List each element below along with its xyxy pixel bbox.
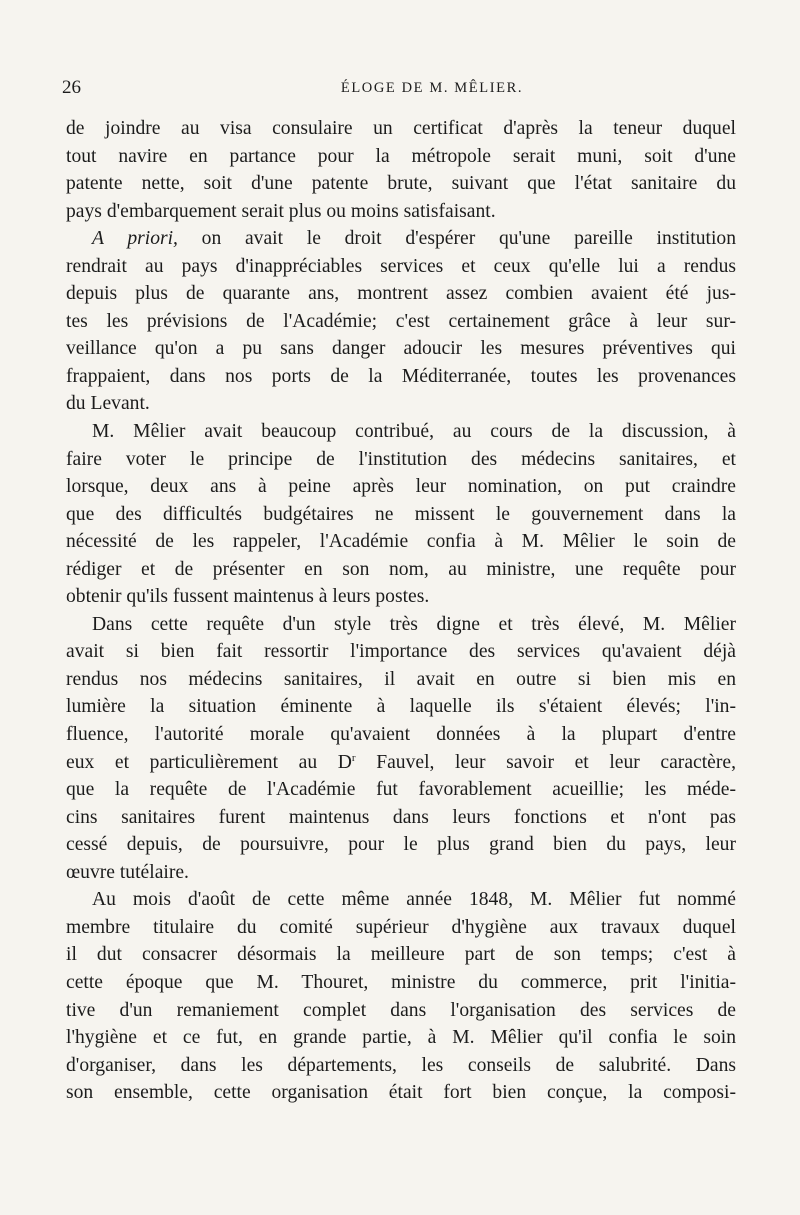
- body-text: [66, 115, 736, 1107]
- text-line: œuvre tutélaire.: [66, 861, 189, 883]
- text-line: [66, 749, 736, 777]
- text-line: d'organiser, dans les départements, les conseils de salubrité. Dans: [66, 1054, 736, 1076]
- text-line: Dans cette requête d'un style très digne et très élevé, M. Mêlier: [92, 613, 736, 635]
- text-line: depuis plus de quarante ans, montrent assez combien avaient été jus-: [66, 283, 736, 305]
- text-line: fluence, l'autorité morale qu'avaient données à la plupart d'entre: [66, 724, 736, 746]
- text-line: frappaient, dans nos ports de la Méditerranée, toutes les provenances: [66, 365, 736, 387]
- text-line: M. Mêlier avait beaucoup contribué, au cours de la discussion, à: [92, 421, 736, 443]
- text-line: que la requête de l'Académie fut favorablement acueillie; les méde-: [66, 779, 736, 801]
- text-line: nécessité de les rappeler, l'Académie confia à M. Mêlier le soin de: [66, 531, 736, 553]
- text-line: de joindre au visa consulaire un certificat d'après la teneur duquel: [66, 118, 736, 139]
- page-number: 26: [62, 77, 81, 98]
- italic-phrase: A priori,: [92, 228, 178, 250]
- text-line: tout navire en partance pour la métropole serait muni, soit d'une: [66, 145, 736, 167]
- text-line: [66, 225, 736, 253]
- text-line: cins sanitaires furent maintenus dans leurs fonctions et n'ont pas: [66, 806, 736, 828]
- line-text: on avait le droit d'espérer qu'une pareille institution: [177, 228, 736, 250]
- text-line: pays d'embarquement serait plus ou moins satisfaisant.: [66, 200, 496, 222]
- text-line: membre titulaire du comité supérieur d'hygiène aux travaux duquel: [66, 916, 736, 938]
- text-line: faire voter le principe de l'institution des médecins sanitaires, et: [66, 448, 736, 470]
- text-line: patente nette, soit d'une patente brute, suivant que l'état sanitaire du: [66, 173, 736, 195]
- text-line: avait si bien fait ressortir l'importance des services qu'avaient déjà: [66, 641, 736, 663]
- text-line: rédiger et de présenter en son nom, au ministre, une requête pour: [66, 558, 736, 580]
- text-line: son ensemble, cette organisation était fort bien conçue, la composi-: [66, 1082, 736, 1104]
- text-line: Au mois d'août de cette même année 1848, M. Mêlier fut nommé: [92, 889, 736, 911]
- text-line: cette époque que M. Thouret, ministre du commerce, prit l'initia-: [66, 971, 736, 993]
- text-line: tes les prévisions de l'Académie; c'est certainement grâce à leur sur-: [66, 310, 736, 332]
- text-line: que des difficultés budgétaires ne missent le gouvernement dans la: [66, 503, 736, 525]
- running-title: ÉLOGE DE M. MÊLIER.: [340, 80, 524, 96]
- line-text: eux et particulièrement au D: [66, 751, 352, 773]
- text-line: l'hygiène et ce fut, en grande partie, à M. Mêlier qu'il confia le soin: [66, 1027, 736, 1049]
- text-line: lorsque, deux ans à peine après leur nomination, on put craindre: [66, 476, 736, 498]
- text-line: lumière la situation éminente à laquelle ils s'étaient élevés; l'in-: [66, 696, 736, 718]
- text-line: rendrait au pays d'inappréciables services et ceux qu'elle lui a rendus: [66, 255, 736, 277]
- running-head: [62, 76, 736, 100]
- text-line: du Levant.: [66, 393, 150, 415]
- text-line: cessé depuis, de poursuivre, pour le plus grand bien du pays, leur: [66, 834, 736, 856]
- text-line: veillance qu'on a pu sans danger adoucir les mesures préventives qui: [66, 338, 736, 360]
- text-line: il dut consacrer désormais la meilleure part de son temps; c'est à: [66, 944, 736, 966]
- line-text: Fauvel, leur savoir et leur caractère,: [355, 751, 736, 773]
- superscript: r: [351, 751, 356, 764]
- text-line: tive d'un remaniement complet dans l'organisation des services de: [66, 999, 736, 1021]
- text-line: rendus nos médecins sanitaires, il avait en outre si bien mis en: [66, 668, 736, 690]
- text-line: obtenir qu'ils fussent maintenus à leurs postes.: [66, 586, 430, 608]
